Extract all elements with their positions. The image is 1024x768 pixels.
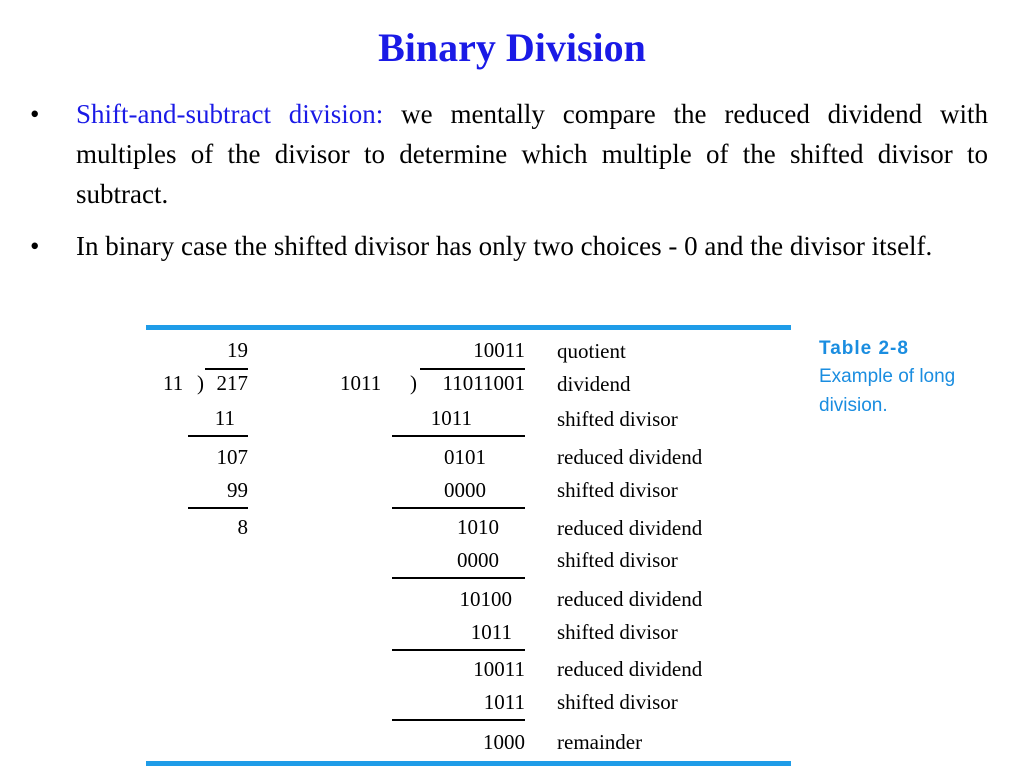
bullet-text: In binary case the shifted divisor has only two choices - 0 and the divisor itself. (76, 231, 933, 261)
binary-step: 1010 (457, 515, 499, 539)
bullet-item (30, 94, 988, 214)
binary-step: 0000 (444, 478, 486, 502)
binary-dividend: 11011001 (442, 371, 525, 395)
row-label: shifted divisor (557, 478, 678, 502)
bullet-list (30, 94, 988, 266)
binary-subtract-line (392, 507, 525, 509)
decimal-subtract-line (188, 507, 248, 509)
binary-subtract-line (392, 649, 525, 651)
table-bottom-rule (146, 761, 791, 766)
binary-step: 1011 (430, 406, 472, 430)
binary-step: 0101 (444, 445, 486, 469)
decimal-step: 11 (214, 406, 235, 430)
row-label: shifted divisor (557, 407, 678, 431)
row-label: remainder (557, 730, 643, 754)
binary-division-bar (420, 368, 525, 370)
table-top-rule (146, 325, 791, 330)
decimal-division-bar (205, 368, 248, 370)
binary-step: 1011 (470, 620, 512, 644)
bullet-item (30, 226, 988, 266)
table-caption (819, 336, 999, 420)
bullet-dot-icon: • (30, 99, 40, 129)
row-label: dividend (557, 372, 631, 396)
row-label: reduced dividend (557, 516, 703, 540)
decimal-quotient: 19 (227, 338, 248, 362)
binary-subtract-line (392, 577, 525, 579)
binary-subtract-line (392, 719, 525, 721)
binary-divisor: 1011 (340, 371, 382, 395)
caption-title: Table 2-8 (819, 338, 909, 359)
binary-quotient: 10011 (473, 338, 525, 362)
binary-step: 1011 (483, 690, 525, 714)
decimal-subtract-line (188, 435, 248, 437)
decimal-divisor: 11 (163, 371, 184, 395)
row-label: reduced dividend (557, 587, 703, 611)
row-label: reduced dividend (557, 657, 703, 681)
decimal-dividend: 217 (216, 371, 248, 395)
binary-remainder: 1000 (483, 730, 525, 754)
row-label: shifted divisor (557, 620, 678, 644)
binary-step: 0000 (457, 548, 499, 572)
decimal-bracket: ) (197, 371, 204, 395)
row-label: reduced dividend (557, 445, 703, 469)
caption-text: Example of long division. (819, 366, 956, 416)
bullet-dot-icon: • (30, 231, 40, 261)
bullet-lead: Shift-and-subtract division: (76, 99, 384, 129)
decimal-step: 107 (216, 445, 248, 469)
row-label: shifted divisor (557, 548, 678, 572)
slide-title: Binary Division (378, 25, 646, 70)
bullet-text: we mentally compare the reduced dividend with multiples of the divisor to determine which multiple of the shifted divisor to subtract. (76, 99, 988, 209)
binary-subtract-line (392, 435, 525, 437)
binary-step: 10100 (459, 587, 512, 611)
decimal-step: 99 (227, 478, 248, 502)
row-label: quotient (557, 339, 626, 363)
binary-step: 10011 (473, 657, 525, 681)
binary-bracket: ) (410, 371, 417, 395)
decimal-step: 8 (237, 515, 248, 539)
row-label: shifted divisor (557, 690, 678, 714)
